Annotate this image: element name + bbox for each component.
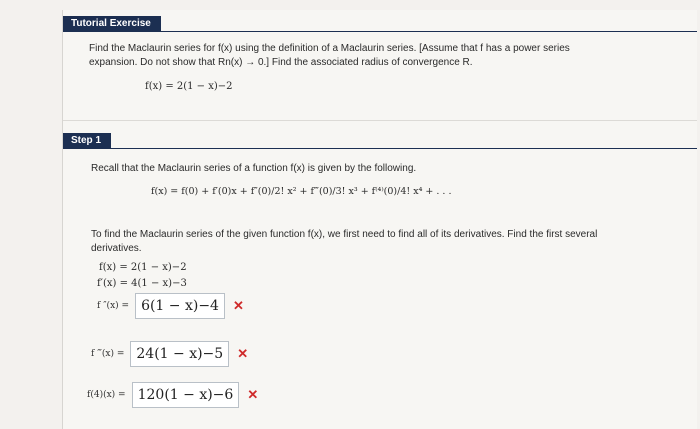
incorrect-icon: ✕ <box>232 298 244 313</box>
problem-text-line1: Find the Maclaurin series for f(x) using the definition of a Maclaurin series. [Assume that f has a power series <box>89 43 570 54</box>
answer-row-f3 <box>91 341 248 367</box>
tutorial-panel <box>62 10 697 429</box>
answer-row-f4 <box>87 382 258 408</box>
answer-label-f3: f ‴(x) = <box>91 349 125 359</box>
given-function: f(x) = 2(1 − x)−2 <box>145 81 233 92</box>
problem-text-line2: expansion. Do not show that Rn(x) → 0.] Find the associated radius of convergence R. <box>89 57 473 68</box>
recall-text: Recall that the Maclaurin series of a function f(x) is given by the following. <box>91 163 417 174</box>
answer-row-f2 <box>97 293 244 319</box>
incorrect-icon: ✕ <box>247 387 259 402</box>
derivative-f-prime: f′(x) = 4(1 − x)−3 <box>97 278 187 289</box>
answer-label-f4: f(4)(x) = <box>87 390 126 400</box>
answer-input-f2[interactable]: 6(1 − x)−4 <box>135 293 225 319</box>
step1-header-rule <box>63 148 697 149</box>
maclaurin-series-formula: f(x) = f(0) + f′(0)x + f″(0)/2! x² + f‴(0)/3! x³ + f⁽⁴⁾(0)/4! x⁴ + . . . <box>151 186 452 197</box>
instruction-line2: derivatives. <box>91 243 142 254</box>
answer-input-f3[interactable]: 24(1 − x)−5 <box>130 341 229 367</box>
instruction-line1: To find the Maclaurin series of the given function f(x), we first need to find all of its derivatives. Find the first several <box>91 229 598 240</box>
incorrect-icon: ✕ <box>237 346 249 361</box>
tutorial-header: Tutorial Exercise <box>63 16 161 32</box>
derivative-f: f(x) = 2(1 − x)−2 <box>99 262 187 273</box>
answer-input-f4[interactable]: 120(1 − x)−6 <box>132 382 240 408</box>
section-divider <box>63 120 697 121</box>
answer-label-f2: f ″(x) = <box>97 301 130 311</box>
tutorial-header-rule <box>63 31 697 32</box>
step1-header: Step 1 <box>63 133 111 149</box>
